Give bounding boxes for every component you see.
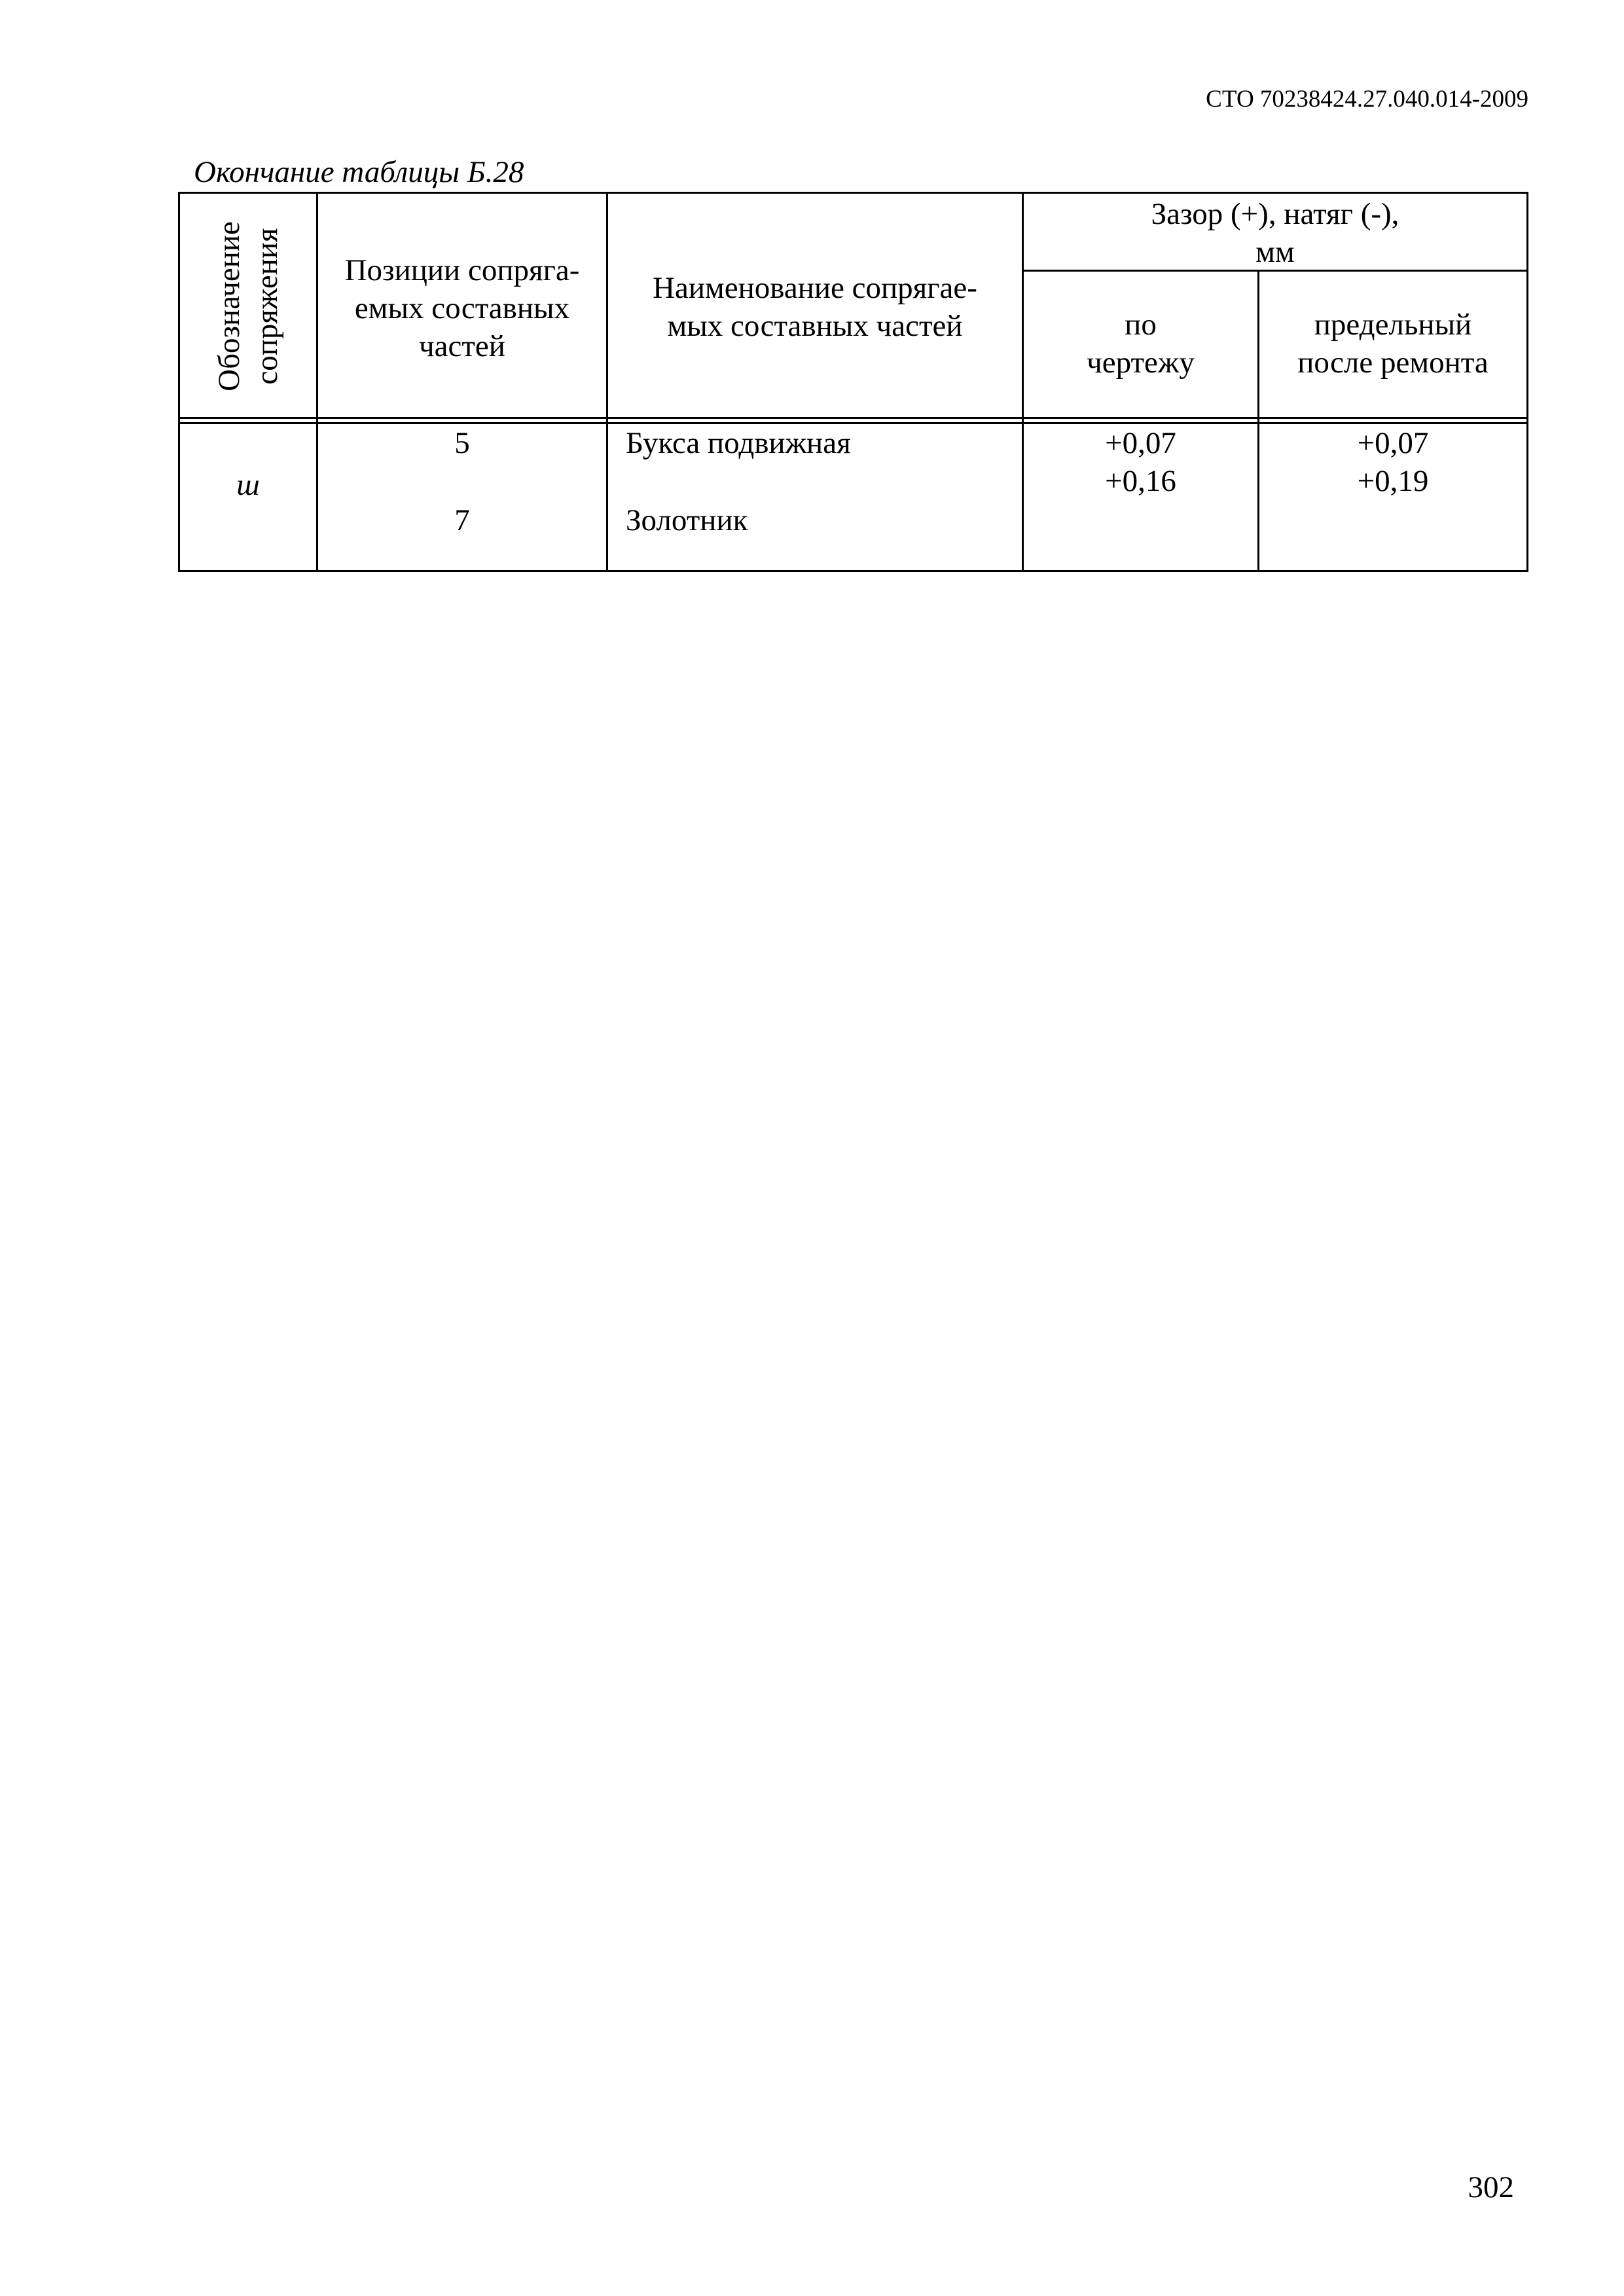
header-by-drawing: [1024, 306, 1257, 382]
header-names: [608, 269, 1022, 345]
table-divider: [606, 194, 608, 570]
cell-limit: +0,19: [1357, 464, 1429, 498]
header-text-line: Наименование сопрягае-: [653, 271, 977, 305]
cell-limit: +0,07: [1357, 426, 1429, 460]
header-designation: [180, 194, 316, 419]
header-separator: [180, 417, 1526, 419]
header-text-line: мых составных частей: [667, 309, 963, 343]
cell-by-drawing: +0,07: [1105, 426, 1176, 460]
header-text-line: чертежу: [1087, 346, 1195, 380]
cell-position: 7: [454, 503, 470, 537]
header-text-line: сопряжения: [250, 228, 284, 385]
header-text-line: после ремонта: [1297, 346, 1489, 380]
header-text-line: Обозначение: [212, 221, 246, 391]
header-text-line: частей: [419, 329, 505, 363]
header-limit: [1259, 306, 1526, 382]
header-text-line: по: [1125, 308, 1157, 342]
header-gap-group: [1024, 195, 1526, 271]
table-caption: Окончание таблицы Б.28: [194, 155, 524, 189]
cell-name: Букса подвижная: [626, 426, 851, 460]
document-code: СТО 70238424.27.040.014-2009: [1206, 86, 1528, 113]
header-text-line: Позиции сопряга-: [344, 253, 580, 287]
header-positions: [318, 251, 606, 365]
header-text-line: предельный: [1314, 308, 1472, 342]
header-text-line: Зазор (+), натяг (-),: [1151, 197, 1399, 231]
cell-by-drawing: +0,16: [1105, 464, 1176, 498]
cell-position: 5: [454, 426, 470, 460]
page-number: 302: [1468, 2170, 1514, 2204]
cell-name: Золотник: [626, 503, 748, 537]
header-text-line: мм: [1255, 235, 1295, 269]
data-table: [178, 192, 1528, 572]
cell-designation: ш: [236, 468, 260, 502]
header-text-line: емых составных: [354, 291, 570, 325]
